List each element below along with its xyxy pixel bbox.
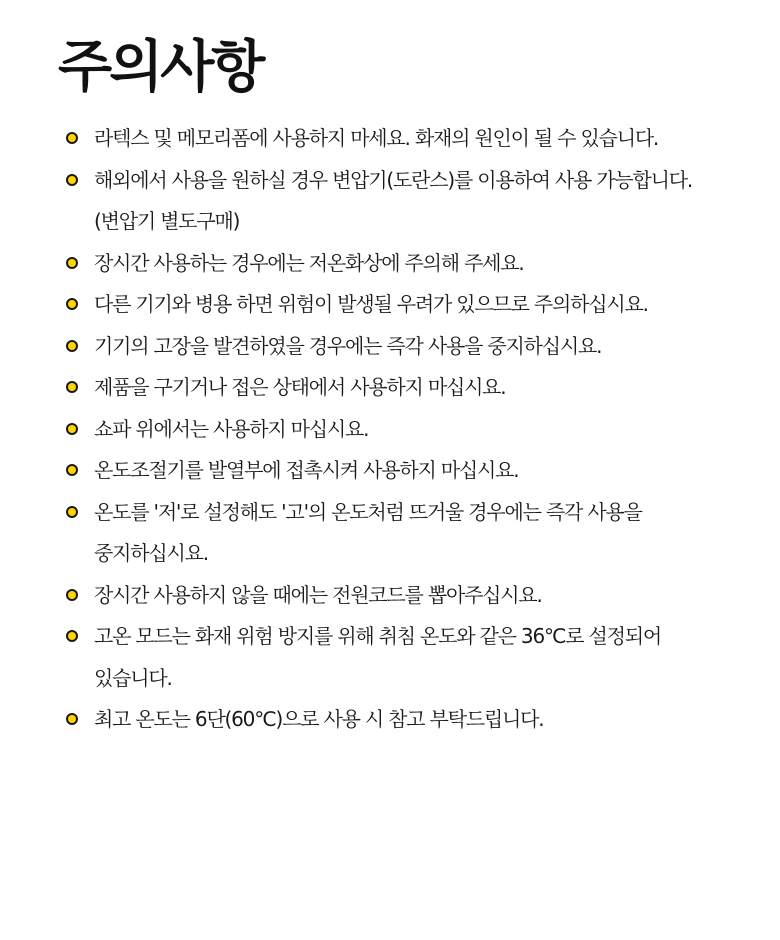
bullet-icon bbox=[66, 174, 78, 186]
notice-item bbox=[64, 284, 724, 326]
bullet-icon bbox=[66, 298, 78, 310]
bullet-icon bbox=[66, 589, 78, 601]
bullet-icon bbox=[66, 132, 78, 144]
notice-text: 온도를 '저'로 설정해도 '고'의 온도처럼 뜨거울 경우에는 즉각 사용을 중지하십시요. bbox=[94, 499, 642, 565]
notice-text: 최고 온도는 6단(60℃)으로 사용 시 참고 부탁드립니다. bbox=[94, 707, 544, 731]
notice-text: 라텍스 및 메모리폼에 사용하지 마세요. 화재의 원인이 될 수 있습니다. bbox=[94, 126, 659, 150]
notice-item bbox=[64, 575, 724, 617]
notice-item bbox=[64, 409, 724, 451]
bullet-icon bbox=[66, 464, 78, 476]
notice-text: 제품을 구기거나 접은 상태에서 사용하지 마십시요. bbox=[94, 375, 506, 399]
notice-item bbox=[64, 118, 724, 160]
notice-text: 쇼파 위에서는 사용하지 마십시요. bbox=[94, 416, 369, 441]
notice-item bbox=[64, 160, 724, 243]
notice-item bbox=[64, 326, 724, 368]
notice-item bbox=[64, 492, 724, 575]
notice-text: 온도조절기를 발열부에 접촉시켜 사용하지 마십시요. bbox=[94, 458, 519, 482]
notice-text: 장시간 사용하는 경우에는 저온화상에 주의해 주세요. bbox=[94, 250, 524, 275]
bullet-icon bbox=[66, 340, 78, 352]
notice-item bbox=[64, 699, 724, 741]
notice-text: 해외에서 사용을 원하실 경우 변압기(도란스)를 이용하여 사용 가능합니다.(변압기 별도구매) bbox=[94, 167, 693, 233]
notice-text: 기기의 고장을 발견하였을 경우에는 즉각 사용을 중지하십시요. bbox=[94, 333, 602, 358]
bullet-icon bbox=[66, 713, 78, 725]
bullet-icon bbox=[66, 506, 78, 518]
bullet-icon bbox=[66, 630, 78, 642]
bullet-icon bbox=[66, 257, 78, 269]
notice-list bbox=[64, 118, 724, 741]
bullet-icon bbox=[66, 381, 78, 393]
notice-text: 고온 모드는 화재 위험 방지를 위해 취침 온도와 같은 36℃로 설정되어 있습니다. bbox=[94, 624, 662, 690]
page-title: 주의사항 bbox=[58, 35, 263, 100]
notice-text: 장시간 사용하지 않을 때에는 전원코드를 뽑아주십시요. bbox=[94, 582, 542, 607]
notice-item bbox=[64, 616, 724, 699]
notice-item bbox=[64, 450, 724, 492]
notice-item bbox=[64, 243, 724, 285]
notice-item bbox=[64, 367, 724, 409]
bullet-icon bbox=[66, 423, 78, 435]
notice-text: 다른 기기와 병용 하면 위험이 발생될 우려가 있으므로 주의하십시요. bbox=[94, 292, 648, 316]
